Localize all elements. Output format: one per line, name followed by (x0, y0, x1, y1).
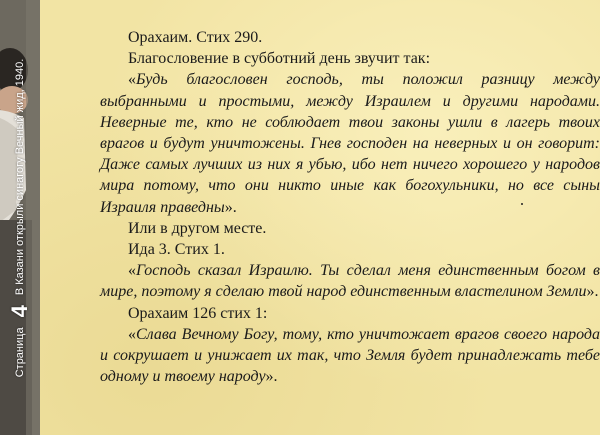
reference-3: Орахаим 126 стих 1: (128, 304, 268, 322)
intro-1: Благословение в субботний день звучит так: (128, 50, 431, 68)
sidebar-caption-strip (9, 59, 31, 378)
intro-2: Или в другом месте. (128, 219, 267, 237)
quote-2-text: Господь сказал Израилю. Ты сделал меня единственным богом в мире, поэтому я сделаю твой народ единственным властелином Земли (100, 262, 600, 301)
photo-caption: В Казани открыли синагогу Вечный жид, 1940. (14, 58, 26, 296)
quote-1-text: Будь благословен господь, ты положил разницу между выбранными и простыми, между Израилем и другими народами. Неверные те, кто не соблюдает твои законы ушли в лагерь твоих врагов и будут уничтожены. Гнев господен на неверных и он говорит: Даже самых лучших из них я убью, ибо нет ничего хорошего у народов мира потому, что они никто иные как богохульники, но все сыны Израиля праведны (100, 71, 600, 216)
reference-2: Ида 3. Стих 1. (128, 241, 225, 259)
page-number: 4 (7, 305, 32, 318)
quote-3: «Слава Вечному Богу, тому, кто уничтожает врагов своего народа и сокрушает и унижает их так, что Земля будет принадлежать тебе одному и твоему народу». (100, 325, 600, 386)
paper-background (40, 0, 600, 435)
stray-dot (521, 203, 523, 205)
document-body (100, 27, 600, 387)
quote-2: «Господь сказал Израилю. Ты сделал меня единственным богом в мире, поэтому я сделаю твой народ единственным властелином Земли». (100, 262, 600, 301)
page-label: Страница (14, 327, 26, 378)
sidebar (0, 0, 40, 435)
reference-1: Орахаим. Стих 290. (128, 29, 263, 46)
quote-1: «Будь благословен господь, ты положил разницу между выбранными и простыми, между Израилем и другими народами. Неверные те, кто не соблюдает твои законы ушли в лагерь твоих врагов и будут уничтожены. Гнев господен на неверных и он говорит: Даже самых лучших из них я убью, ибо нет ничего хорошего у народов мира потому, что они никто иные как богохульники, но все сыны Израиля праведны». (100, 71, 600, 216)
quote-3-text: Слава Вечному Богу, тому, кто уничтожает врагов своего народа и сокрушает и унижает их так, что Земля будет принадлежать тебе одному и твоему народу (100, 325, 600, 386)
